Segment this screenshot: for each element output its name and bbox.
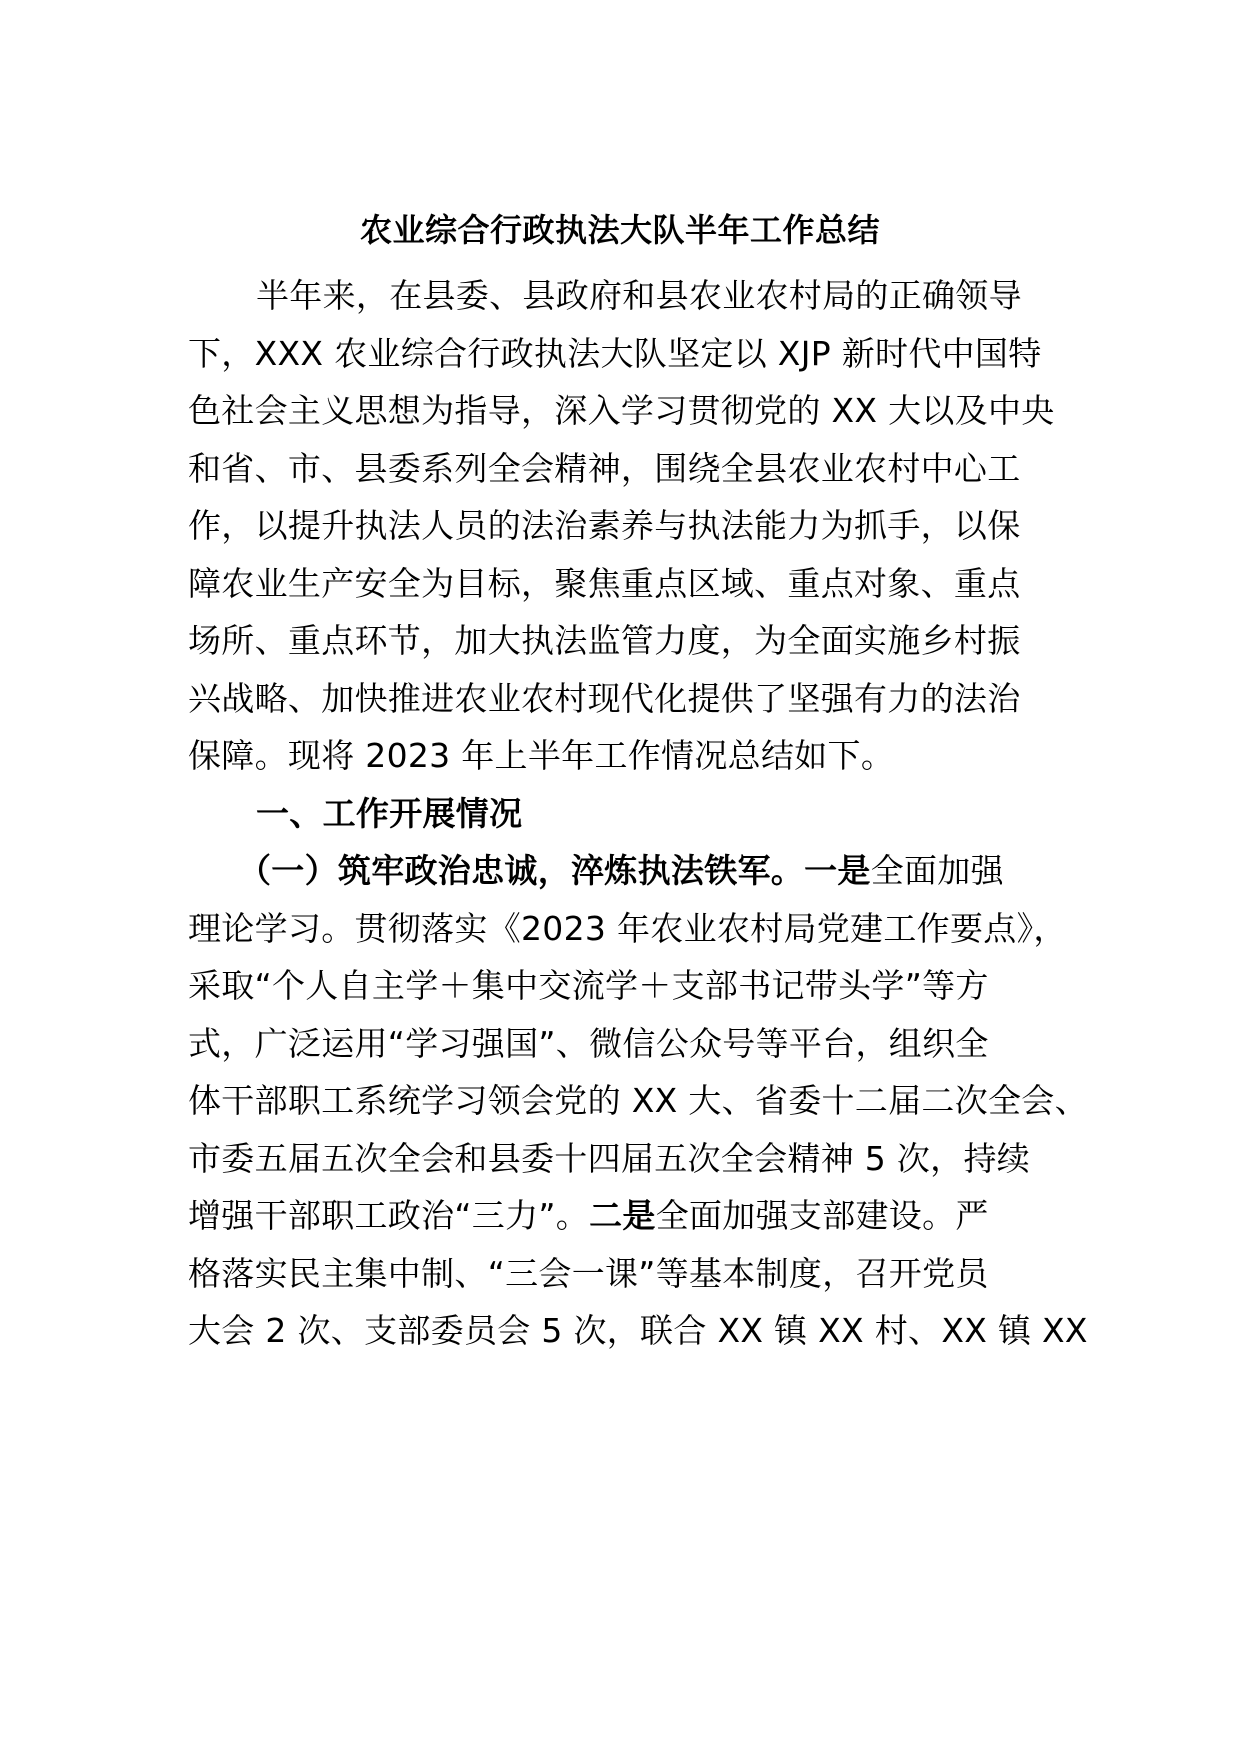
document-title: 农业综合行政执法大队半年工作总结 [359, 211, 880, 249]
subsection-line [238, 847, 1004, 895]
paragraph-line: 保障。现将 2023 年上半年工作情况总结如下。 [188, 736, 895, 775]
paragraph-line: 兴战略、加快推进农业农村现代化提供了坚强有力的法治 [188, 679, 1021, 718]
ordinal-marker: 一是 [804, 851, 871, 890]
paragraph-line: 场所、重点环节，加大执法监管力度，为全面实施乡村振 [188, 621, 1021, 660]
paragraph-text: 全面加强 [870, 851, 1004, 890]
paragraph-line: 和省、市、县委系列全会精神，围绕全县农业农村中心工 [188, 449, 1021, 488]
paragraph-line: 理论学习。贯彻落实《2023 年农业农村局党建工作要点》， [188, 909, 1067, 948]
paragraph-text: 增强干部职工政治“三力”。 [188, 1196, 590, 1235]
paragraph-line: 半年来，在县委、县政府和县农业农村局的正确领导 [256, 276, 1022, 315]
paragraph-line: 作，以提升执法人员的法治素养与执法能力为抓手，以保 [188, 506, 1021, 545]
subsection-heading: （一）筑牢政治忠诚，淬炼执法铁军。 [238, 851, 805, 890]
section-heading: 一、工作开展情况 [256, 794, 523, 833]
paragraph-line: 采取“个人自主学＋集中交流学＋支部书记带头学”等方 [188, 966, 989, 1005]
paragraph-line: 下，XXX 农业综合行政执法大队坚定以 XJP 新时代中国特 [188, 334, 1042, 373]
paragraph-line: 市委五届五次全会和县委十四届五次全会精神 5 次，持续 [188, 1139, 1031, 1178]
paragraph-line: 大会 2 次、支部委员会 5 次，联合 XX 镇 XX 村、XX 镇 XX [188, 1311, 1088, 1350]
ordinal-marker: 二是 [589, 1196, 656, 1235]
paragraph-line: 体干部职工系统学习领会党的 XX 大、省委十二届二次全会、 [188, 1081, 1088, 1120]
paragraph-line [188, 1192, 989, 1240]
paragraph-line: 色社会主义思想为指导，深入学习贯彻党的 XX 大以及中央 [188, 391, 1055, 430]
paragraph-text: 全面加强支部建设。严 [655, 1196, 989, 1235]
paragraph-line: 障农业生产安全为目标，聚焦重点区域、重点对象、重点 [188, 564, 1021, 603]
paragraph-line: 式，广泛运用“学习强国”、微信公众号等平台，组织全 [188, 1024, 989, 1063]
paragraph-line: 格落实民主集中制、“三会一课”等基本制度，召开党员 [188, 1254, 989, 1293]
